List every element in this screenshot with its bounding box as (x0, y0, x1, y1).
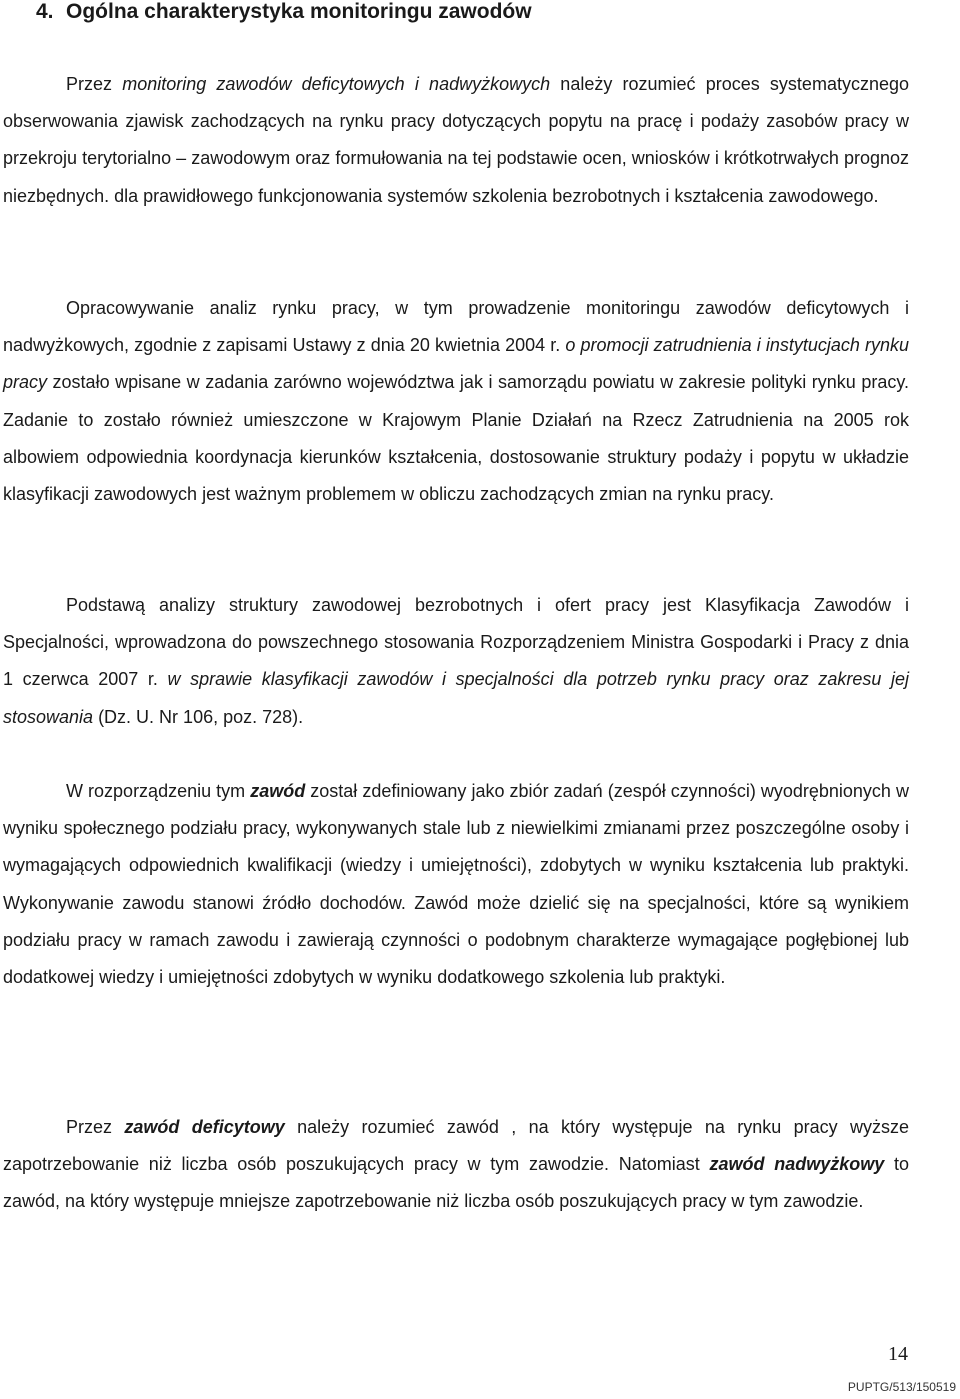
paragraph-profession-definition (3, 773, 909, 996)
paragraph-definition-monitoring (3, 66, 909, 215)
p2-emphasis-1: o promocji zatrudnienia i instytucjach rynku pracy (3, 335, 909, 393)
p5-text-3: to zawód, na który występuje mniejsze zapotrzebowanie niż liczba osób poszukujących pracy w tym zawodzie. (3, 1154, 909, 1212)
p4-bold-emphasis-1: zawód (250, 781, 306, 801)
p5-text-2: należy rozumieć zawód , na który występuje na rynku pracy wyższe zapotrzebowanie niż liczba osób poszukujących pracy w tym zawodzie. Natomiast (3, 1117, 909, 1175)
p1-text-1: Przez (66, 74, 123, 94)
paragraph-classification (3, 587, 909, 736)
p4-text-1: W rozporządzeniu tym (66, 781, 251, 801)
page-number: 14 (888, 1343, 908, 1365)
p5-bold-emphasis-1: zawód deficytowy (124, 1117, 285, 1137)
p3-text-2: (Dz. U. Nr 106, poz. 728). (93, 706, 304, 727)
p1-emphasis-1: monitoring zawodów deficytowych i nadwyżkowych (122, 74, 551, 94)
p3-text-1: Podstawą analizy struktury zawodowej bezrobotnych i ofert pracy jest Klasyfikacja Zawodów i Specjalności, wprowadzona do powszechnego stosowania Rozporządzeniem Ministra Gospodarki i Pracy z dnia 1 czerwca 2007 r. (3, 595, 909, 690)
footer-code: PUPTG/513/150519 (847, 1380, 956, 1394)
paragraph-deficit-surplus (3, 1109, 909, 1221)
paragraph-legal-basis (3, 290, 909, 513)
section-title: Ogólna charakterystyka monitoringu zawodów (66, 0, 532, 23)
section-number: 4. (36, 0, 54, 23)
p2-text-2: zostało wpisane w zadania zarówno województwa jak i samorządu powiatu w zakresie polityki rynku pracy. Zadanie to zostało również umieszczone w Krajowym Planie Działań na Rzecz Zatrudnienia na 2005 rok albowiem odpowiednia koordynacja kierunków kształcenia, dostosowanie struktury podaży i popytu w układzie klasyfikacji zawodowych jest ważnym problemem w obliczu zachodzących zmian na rynku pracy. (3, 372, 909, 505)
p5-bold-emphasis-2: zawód nadwyżkowy (709, 1154, 885, 1175)
p2-text-1: Opracowywanie analiz rynku pracy, w tym prowadzenie monitoringu zawodów deficytowych i nadwyżkowych, zgodnie z zapisami Ustawy z dnia 20 kwietnia 2004 r. (3, 298, 909, 356)
p1-text-2: należy rozumieć proces systematycznego obserwowania zjawisk zachodzących na rynku pracy dotyczących popytu na pracę i podaży zasobów pracy w przekroju terytorialno – zawodowym oraz formułowania na tej podstawie ocen, wniosków i krótkotrwałych prognoz niezbędnych. dla prawidłowego funkcjonowania systemów szkolenia bezrobotnych i kształcenia zawodowego. (3, 74, 909, 206)
p3-emphasis-1: w sprawie klasyfikacji zawodów i specjalności dla potrzeb rynku pracy oraz zakresu jej stosowania (3, 669, 909, 727)
section-heading (36, 0, 936, 24)
p5-text-1: Przez (66, 1117, 125, 1137)
p4-text-2: został zdefiniowany jako zbiór zadań (zespół czynności) wyodrębnionych w wyniku społecznego podziału pracy, wykonywanych stale lub z niewielkimi zmianami przez poszczególne osoby i wymagających odpowiednich kwalifikacji (wiedzy i umiejętności), zdobytych w wyniku kształcenia lub praktyki. Wykonywanie zawodu stanowi źródło dochodów. Zawód może dzielić się na specjalności, które są wynikiem podziału pracy w ramach zawodu i zawierają czynności o podobnym charakterze wymagające pogłębionej lub dodatkowej wiedzy i umiejętności zdobytych w wyniku dodatkowego szkolenia lub praktyki. (3, 781, 909, 988)
